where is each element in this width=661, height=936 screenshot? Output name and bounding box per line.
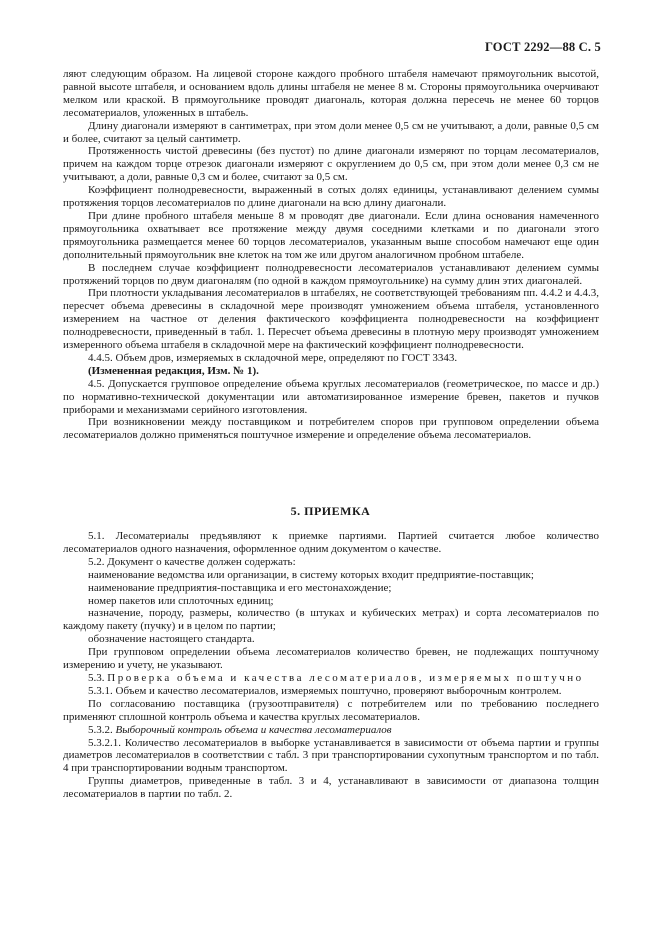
page-header: ГОСТ 2292—88 С. 5 (484, 40, 601, 54)
paragraph: 4.5. Допускается групповое определение объема круглых лесоматериалов (геометрическое, по массе и др.) по нормативно-технической документации или автоматизированное измерение бревен, пакетов и пучков приборами и механизмами серийного изготовления. (63, 377, 599, 416)
paragraph: 4.4.5. Объем дров, измеряемых в складочной мере, определяют по ГОСТ 3343. (88, 351, 458, 364)
list-item: наименование предприятия-поставщика и его местонахождение; (88, 581, 392, 594)
paragraph: При плотности укладывания лесоматериалов в штабелях, не соответствующей требованиям пп. 4.4.2 и 4.4.3, пересчет объема древесины в складочной мере производят умножением объема штабеля, установленного измерением на частное от деления фактического коэффициента полнодревесности на коэффициент полнодревесности, приведенный в табл. 1. Пересчет объема древесины в плотную меру производят умножением измеренного объема штабеля в складочной мере на фактический коэффициент полнодревесности. (63, 287, 599, 352)
subsection-heading (63, 672, 599, 685)
section-title: 5. ПРИЕМКА (290, 504, 371, 518)
paragraph: 5.2. Документ о качестве должен содержать: (88, 555, 296, 568)
paragraph: 5.1. Лесоматериалы предъявляют к приемке партиями. Партией считается любое количество лесоматериалов одного назначения, оформленное одним документом о качестве. (63, 530, 599, 555)
paragraph: По согласованию поставщика (грузоотправителя) с потребителем или по требованию последнего применяют сплошной контроль объема и качества круглых лесоматериалов. (63, 697, 599, 723)
subsection-title-italic: Выборочный контроль объема и качества лесоматериалов (115, 723, 392, 736)
subsection-number: 5.3. (88, 671, 105, 684)
list-item: номер пакетов или сплоточных единиц; (88, 594, 274, 607)
top-text-block (63, 68, 599, 442)
paragraph: 5.3.1. Объем и качество лесоматериалов, измеряемых поштучно, проверяют выборочным контролем. (88, 684, 562, 697)
amendment-note: (Измененная редакция, Изм. № 1). (88, 364, 259, 377)
subsection-title-spaced: Проверка объема и качества лесоматериалов, измеряемых поштучно (107, 671, 584, 684)
paragraph: 5.3.2.1. Количество лесоматериалов в выборке устанавливается в зависимости от объема партии и группы диаметров лесоматериалов в соответствии с табл. 3 при транспортировании сухопутным транспортом и по табл. 4 при транспортировании водным транспортом. (63, 736, 599, 775)
list-item: наименование ведомства или организации, в систему которых входит предприятие-поставщик; (88, 568, 534, 581)
paragraph: При возникновении между поставщиком и потребителем споров при групповом определении объема лесоматериалов должно применяться поштучное измерение и определение объема лесоматериалов. (63, 416, 599, 442)
paragraph: При групповом определении объема лесоматериалов количество бревен, не подлежащих поштучному измерению и учету, не указывают. (63, 646, 599, 672)
subsection-number: 5.3.2. (88, 723, 113, 736)
paragraph: Длину диагонали измеряют в сантиметрах, при этом доли менее 0,5 см не учитывают, а доли, равные 0,5 см и более, считают за целый сантиметр. (63, 119, 599, 145)
subsection-heading (63, 724, 599, 737)
paragraph: В последнем случае коэффициент полнодревесности лесоматериалов устанавливают делением суммы протяжений торцов по двум диагоналям (по одной в каждом прямоугольнике) на сумму длин этих диагоналей. (63, 261, 599, 287)
paragraph: Группы диаметров, приведенные в табл. 3 и 4, устанавливают в зависимости от диапазона толщин лесоматериалов в партии по табл. 2. (63, 775, 599, 801)
bottom-text-block (63, 530, 599, 801)
paragraph: ляют следующим образом. На лицевой стороне каждого пробного штабеля намечают прямоугольник высотой, равной высоте штабеля, и основанием вдоль длины штабеля не менее 8 м. Стороны прямоугольника очерчивают мелком или краской. В прямоугольнике проводят диагональ, которая должна пересечь не менее 60 торцов лесоматериалов, уложенных в штабель. (63, 68, 599, 119)
list-item: обозначение настоящего стандарта. (88, 633, 255, 646)
paragraph: При длине пробного штабеля меньше 8 м проводят две диагонали. Если длина основания намеченного прямоугольника охватывает все протяжение между двумя соседними клетками и по диагонали этого прямоугольника размещается менее 60 торцов лесоматериалов, указанным выше способом намечают еще один дополнительный прямоугольник вне клеток на том же или другом аналогичном пробном штабеле. (63, 209, 599, 261)
paragraph: Протяженность чистой древесины (без пустот) по длине диагонали измеряют по торцам лесоматериалов, причем на каждом торце отрезок диагонали измеряют с округлением до 0,5 см, при этом доли менее 0,3 см не учитывают, а доли, равные 0,3 см и более, считают за 0,5 см. (63, 145, 599, 184)
paragraph: Коэффициент полнодревесности, выраженный в сотых долях единицы, устанавливают делением суммы протяжения торцов лесоматериалов по длине диагонали на всю длину диагонали. (63, 184, 599, 210)
list-item: назначение, породу, размеры, количество (в штуках и кубических метрах) и сорта лесоматериалов по каждому пакету (пучку) и в целом по партии; (63, 607, 599, 633)
